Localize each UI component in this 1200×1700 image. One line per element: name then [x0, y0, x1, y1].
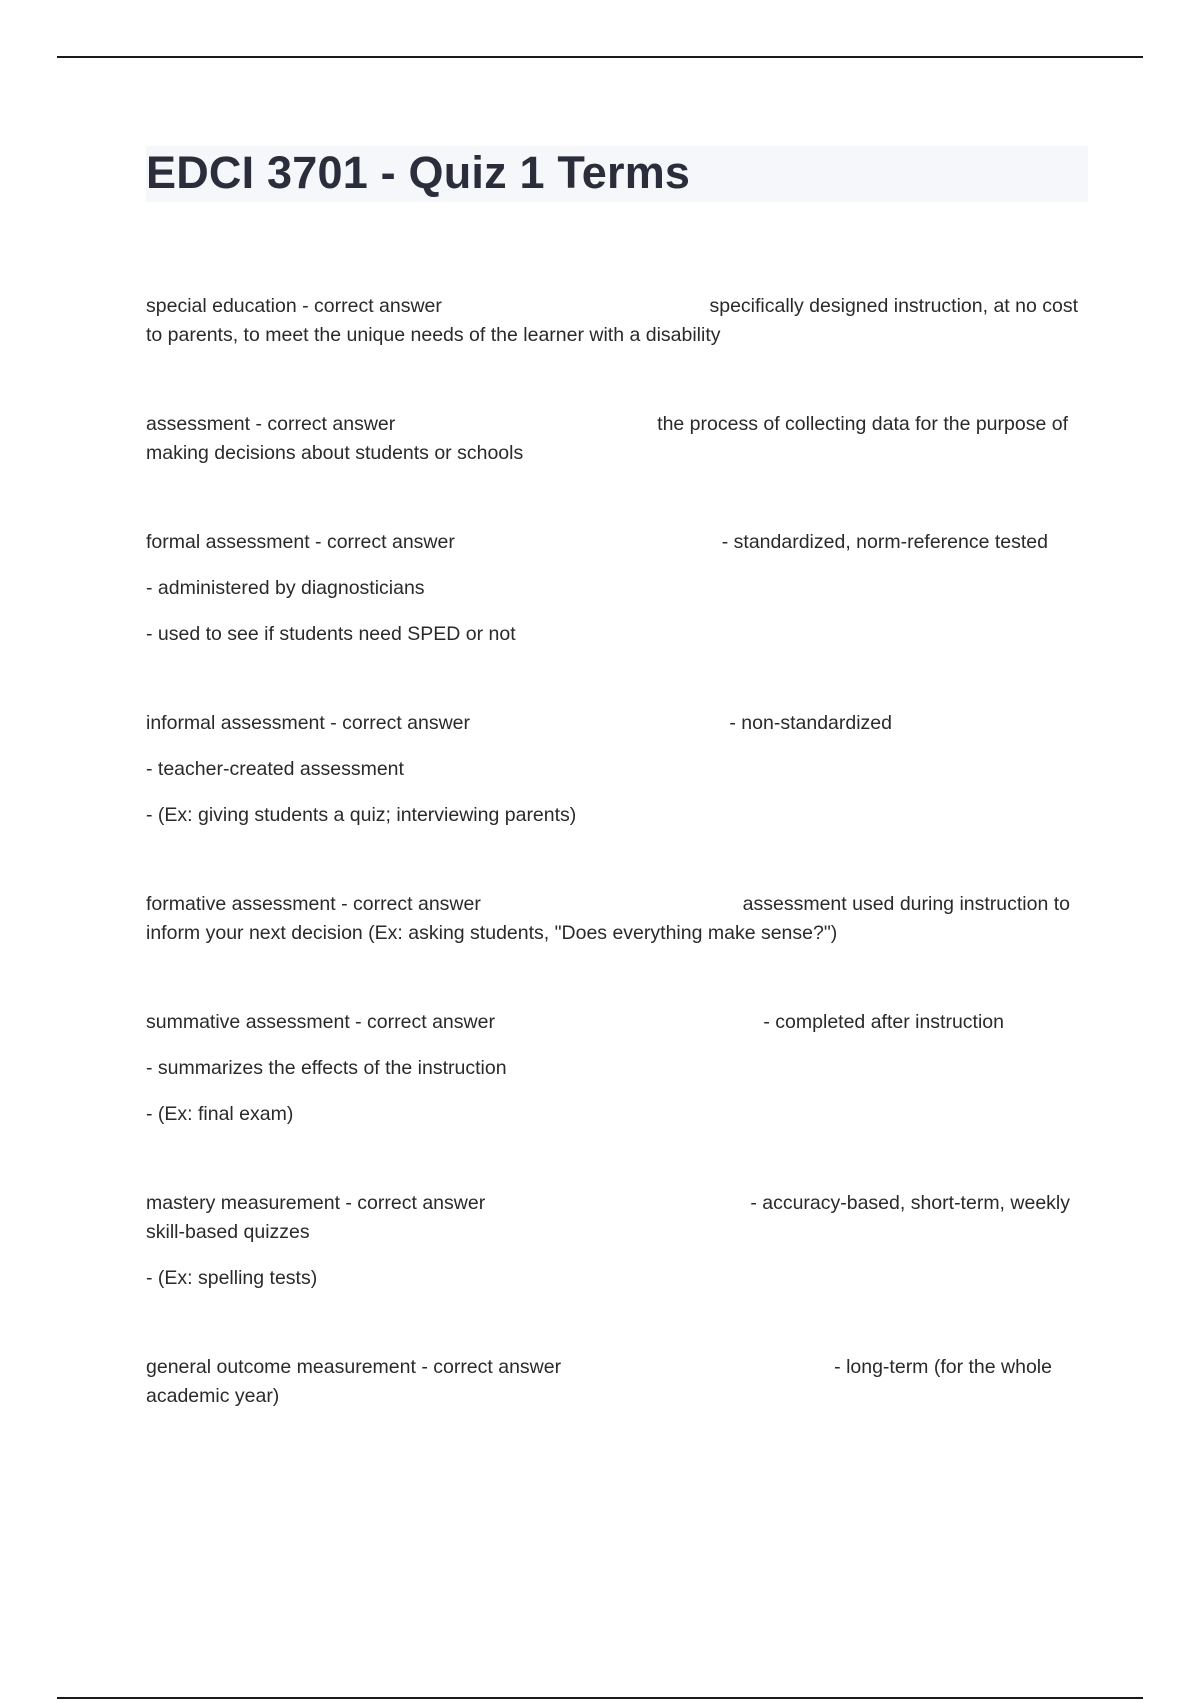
term-question: mastery measurement - correct answer	[146, 1192, 486, 1214]
term-entry	[146, 410, 1078, 468]
term-answer: assessment used during instruction to	[742, 893, 1070, 915]
term-answer: - standardized, norm-reference tested	[721, 531, 1048, 553]
term-detail: - (Ex: spelling tests)	[146, 1267, 318, 1289]
term-answer-continued: skill-based quizzes	[146, 1221, 310, 1243]
term-detail: - teacher-created assessment	[146, 758, 404, 780]
term-entry	[146, 890, 1078, 948]
term-entry	[146, 292, 1078, 350]
term-question: special education - correct answer	[146, 295, 442, 317]
term-question: assessment - correct answer	[146, 413, 396, 435]
term-answer-continued: inform your next decision (Ex: asking students, "Does everything make sense?")	[146, 922, 838, 944]
term-answer-continued: to parents, to meet the unique needs of the learner with a disability	[146, 324, 721, 346]
term-answer: specifically designed instruction, at no cost	[709, 295, 1078, 317]
term-entry	[146, 709, 1078, 830]
term-detail: - administered by diagnosticians	[146, 577, 425, 599]
term-answer-continued: making decisions about students or schools	[146, 442, 524, 464]
term-entry	[146, 1189, 1078, 1293]
term-answer: - completed after instruction	[763, 1011, 1004, 1033]
term-detail: - (Ex: giving students a quiz; interviewing parents)	[146, 804, 577, 826]
term-answer: - non-standardized	[729, 712, 892, 734]
bottom-rule	[57, 1697, 1143, 1699]
term-question: formal assessment - correct answer	[146, 531, 455, 553]
term-question: summative assessment - correct answer	[146, 1011, 495, 1033]
term-answer-continued: academic year)	[146, 1385, 280, 1407]
term-detail: - used to see if students need SPED or not	[146, 623, 516, 645]
term-entry	[146, 528, 1078, 649]
term-question: informal assessment - correct answer	[146, 712, 471, 734]
term-answer: the process of collecting data for the purpose of	[657, 413, 1068, 435]
term-detail: - summarizes the effects of the instruction	[146, 1057, 507, 1079]
term-detail: - (Ex: final exam)	[146, 1103, 294, 1125]
terms-list	[146, 292, 1078, 1471]
term-question: general outcome measurement - correct answer	[146, 1356, 562, 1378]
top-rule	[57, 56, 1143, 58]
term-entry	[146, 1008, 1078, 1129]
term-question: formative assessment - correct answer	[146, 893, 481, 915]
term-answer: - accuracy-based, short-term, weekly	[750, 1192, 1070, 1214]
term-answer: - long-term (for the whole	[834, 1356, 1052, 1378]
term-entry	[146, 1353, 1078, 1411]
page-title: EDCI 3701 - Quiz 1 Terms	[146, 147, 691, 198]
